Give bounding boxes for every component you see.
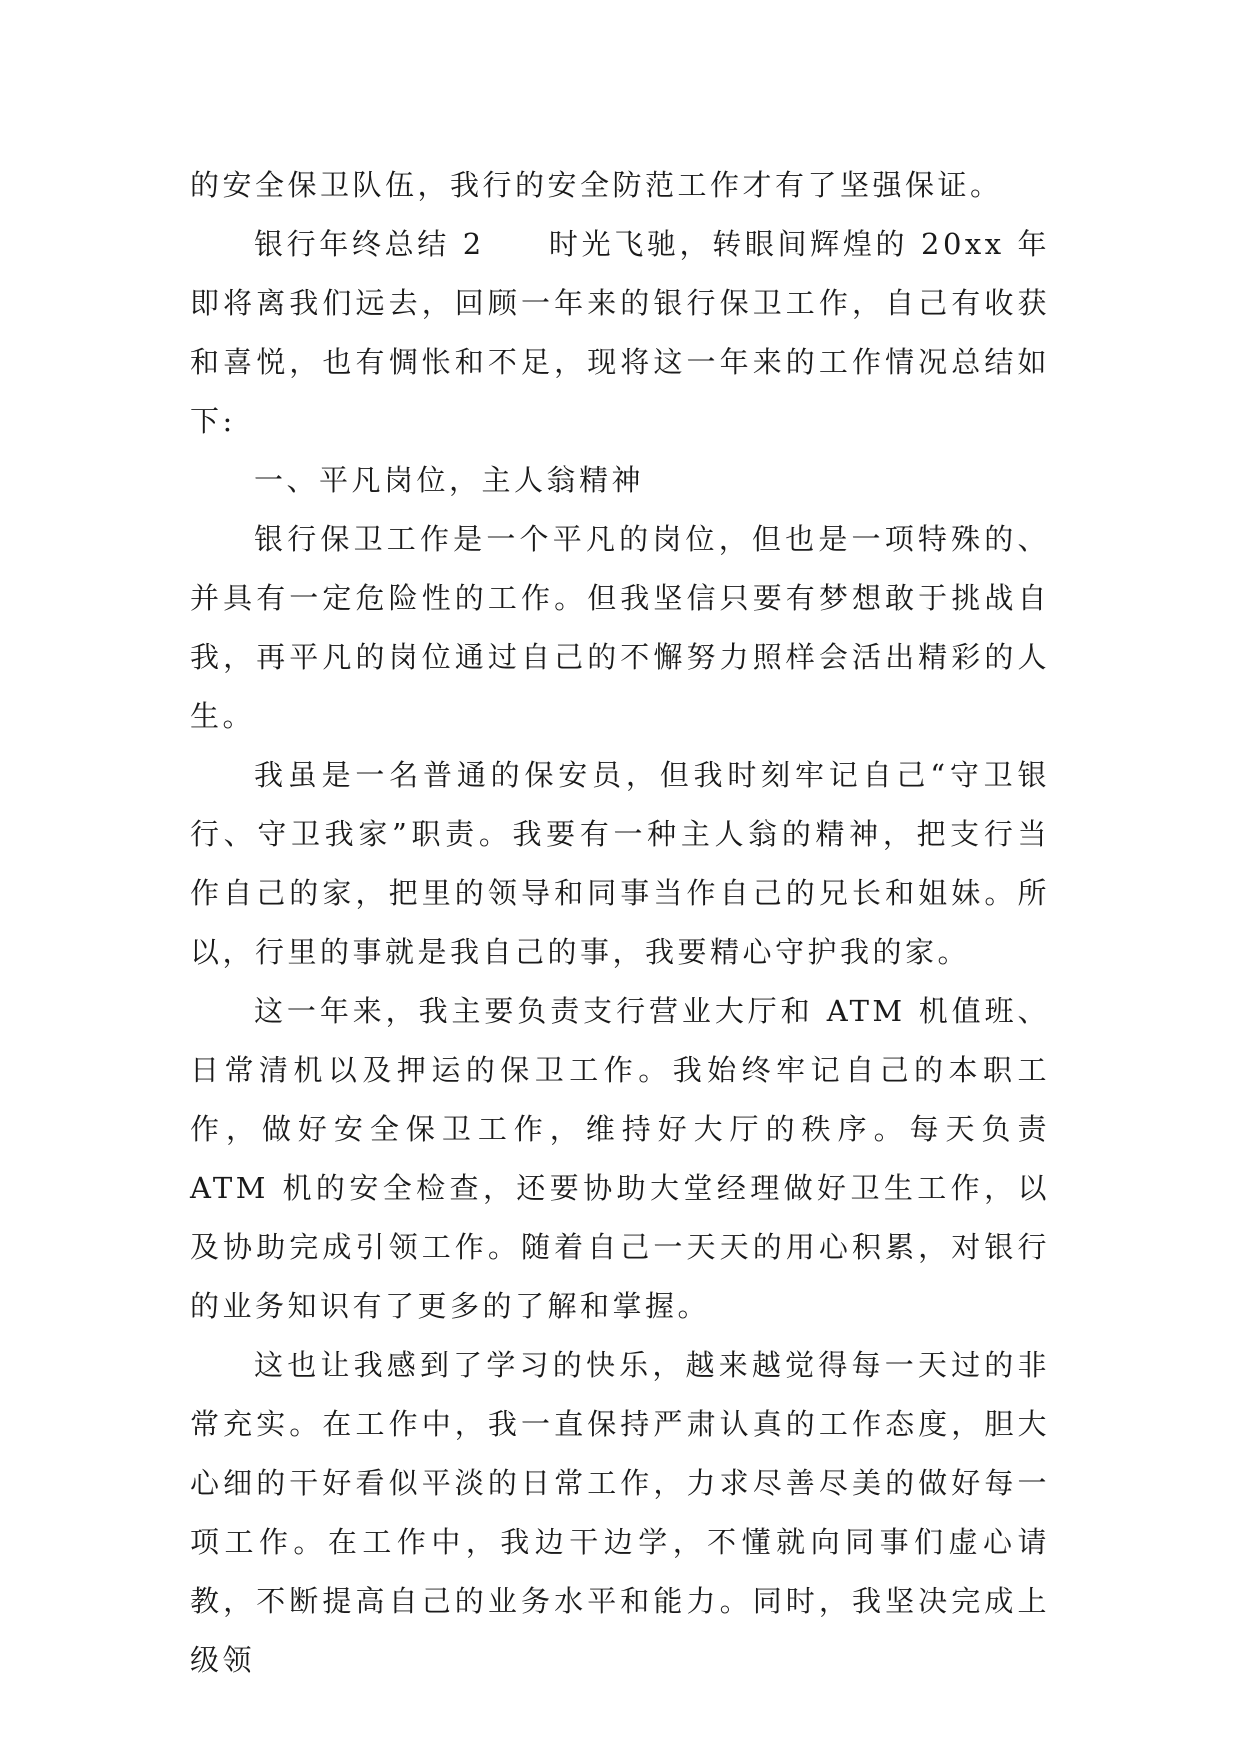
section-intro-text: 时光飞驰，转眼间辉煌的 20xx 年即将离我们远去，回顾一年来的银行保卫工作，自己有收获和喜悦，也有惆怅和不足，现将这一年来的工作情况总结如下: <box>190 227 1050 438</box>
section-heading: 银行年终总结 2 <box>254 227 485 261</box>
paragraph: 这也让我感到了学习的快乐，越来越觉得每一天过的非常充实。在工作中，我一直保持严肃认真的工作态度，胆大心细的干好看似平淡的日常工作，力求尽善尽美的做好每一项工作。在工作中，我边干边学，不懂就向同事们虚心请教，不断提高自己的业务水平和能力。同时，我坚决完成上级领 <box>190 1348 1050 1677</box>
document-body <box>190 156 1050 1690</box>
paragraph: 银行保卫工作是一个平凡的岗位，但也是一项特殊的、并具有一定危险性的工作。但我坚信只要有梦想敢于挑战自我，再平凡的岗位通过自己的不懈努力照样会活出精彩的人生。 <box>190 522 1050 733</box>
paragraph: 这一年来，我主要负责支行营业大厅和 ATM 机值班、日常清机以及押运的保卫工作。我始终牢记自己的本职工作，做好安全保卫工作，维持好大厅的秩序。每天负责 ATM 机的安全检查，还要协助大堂经理做好卫生工作，以及协助完成引领工作。随着自己一天天的用心积累，对银行的业务知识有了更多的了解和掌握。 <box>190 994 1050 1323</box>
paragraph-continuation: 的安全保卫队伍，我行的安全防范工作才有了坚强保证。 <box>190 168 1003 202</box>
paragraph: 我虽是一名普通的保安员，但我时刻牢记自己“守卫银行、守卫我家”职责。我要有一种主人翁的精神，把支行当作自己的家，把里的领导和同事当作自己的兄长和姐妹。所以，行里的事就是我自己的事，我要精心守护我的家。 <box>190 758 1050 969</box>
paragraph-section-intro <box>190 215 1050 451</box>
subheading: 一、平凡岗位，主人翁精神 <box>254 463 645 497</box>
